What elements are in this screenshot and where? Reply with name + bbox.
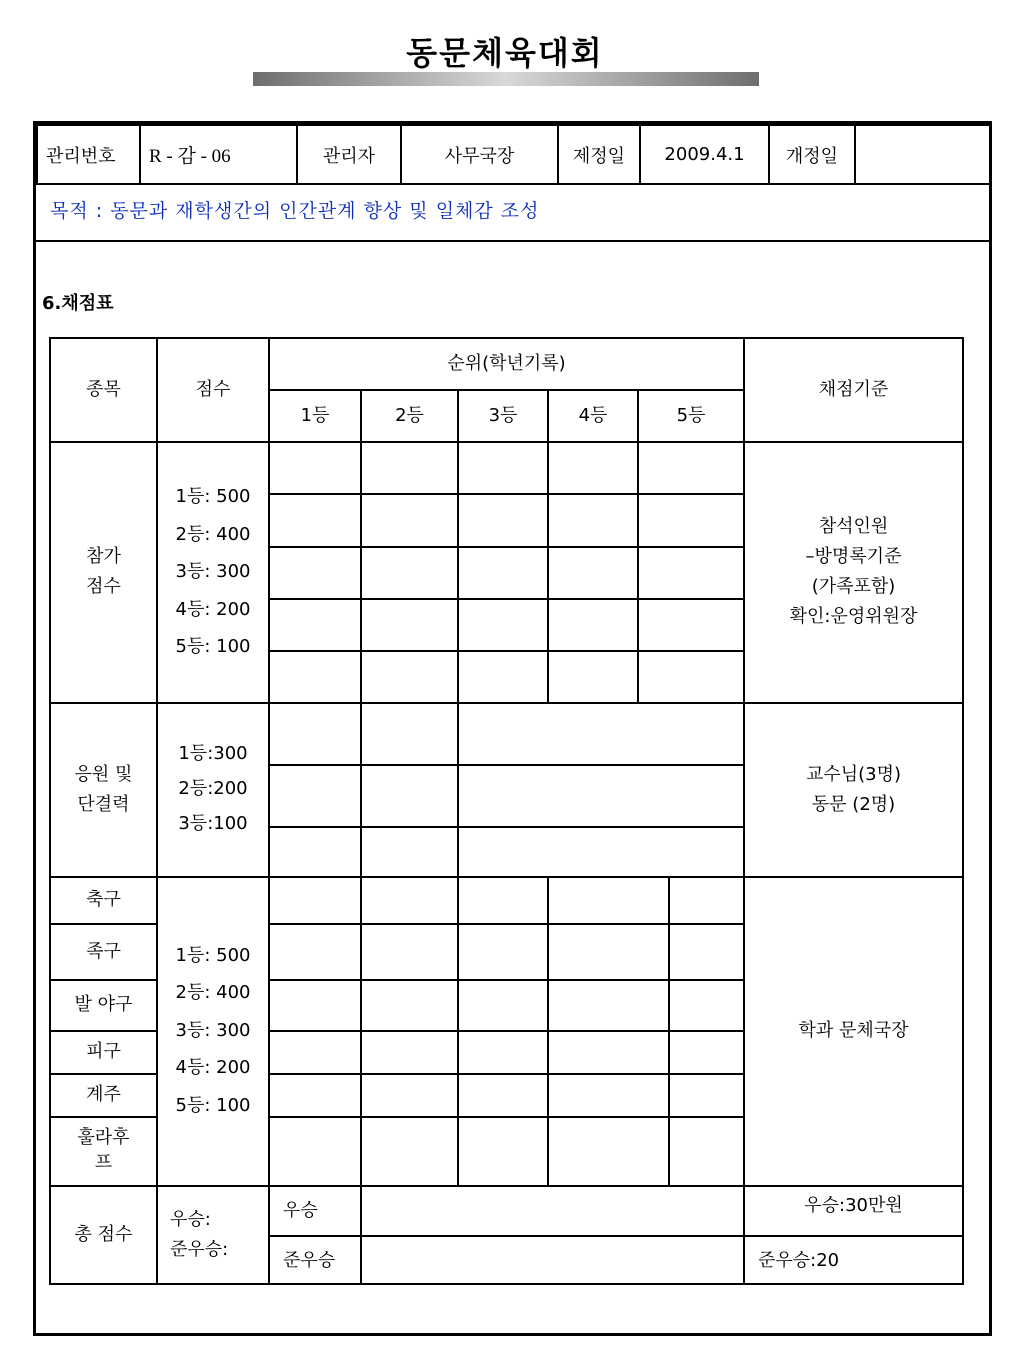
event-hula-hoop: 프 xyxy=(94,1152,113,1173)
section-title: 6.채점표 xyxy=(42,293,114,314)
rank-header: 1등 xyxy=(300,405,330,426)
event-participation: 참가 xyxy=(86,546,121,567)
event-relay: 계주 xyxy=(86,1084,121,1105)
event-kickball: 발 야구 xyxy=(74,994,133,1015)
score-line: 3등:100 xyxy=(178,813,248,834)
manager-value: 사무국장 xyxy=(401,125,558,184)
criteria-line: 확인:운영위원장 xyxy=(789,606,918,627)
score-line: 1등:300 xyxy=(178,743,248,764)
col-header-rank: 순위(학년기록) xyxy=(447,353,566,374)
criteria-line: (가족포함) xyxy=(811,576,896,597)
score-line: 4등: 200 xyxy=(175,1057,251,1078)
score-line: 4등: 200 xyxy=(175,599,251,620)
mgmt-no-value: R - 감 - 06 xyxy=(140,125,297,184)
total-score-label: 총 점수 xyxy=(74,1224,133,1245)
score-line: 1등: 500 xyxy=(175,945,251,966)
score-line: 3등: 300 xyxy=(175,1020,251,1041)
purpose-text: 목적 : 동문과 재학생간의 인간관계 향상 및 일체감 조성 xyxy=(50,200,540,222)
score-line: 1등: 500 xyxy=(175,486,251,507)
event-cheering: 단결력 xyxy=(77,794,130,815)
score-line: 5등: 100 xyxy=(175,636,251,657)
event-hula-hoop: 훌라후 xyxy=(77,1127,130,1148)
col-header-score: 점수 xyxy=(195,379,231,400)
criteria-line: 학과 문체국장 xyxy=(798,1020,909,1041)
event-foot-volleyball: 족구 xyxy=(86,941,121,962)
rank-header: 2등 xyxy=(395,405,424,426)
score-line: 3등: 300 xyxy=(175,561,251,582)
event-cheering: 응원 및 xyxy=(74,764,133,785)
criteria-line: –방명록기준 xyxy=(805,546,902,567)
prize-runner-up: 준우승:20 xyxy=(758,1250,840,1271)
established-value: 2009.4.1 xyxy=(640,125,769,184)
event-participation: 점수 xyxy=(86,576,121,597)
established-label: 제정일 xyxy=(558,125,640,184)
score-line: 2등:200 xyxy=(178,778,248,799)
rank-header: 3등 xyxy=(488,405,518,426)
runner-up-label: 준우승 xyxy=(283,1250,336,1271)
revised-label: 개정일 xyxy=(769,125,855,184)
score-line: 5등: 100 xyxy=(175,1095,251,1116)
criteria-line: 참석인원 xyxy=(818,516,889,537)
score-line: 2등: 400 xyxy=(175,524,251,545)
criteria-line: 교수님(3명) xyxy=(805,764,902,785)
manager-label: 관리자 xyxy=(297,125,401,184)
score-line: 우승: xyxy=(170,1209,211,1230)
score-line: 준우승: xyxy=(170,1239,229,1260)
mgmt-no-label: 관리번호 xyxy=(37,125,140,184)
rank-header: 4등 xyxy=(578,405,608,426)
prize-winner: 우승:30만원 xyxy=(804,1195,903,1216)
criteria-line: 동문 (2명) xyxy=(811,794,896,815)
col-header-criteria: 채점기준 xyxy=(818,379,889,400)
score-line: 2등: 400 xyxy=(175,982,251,1003)
col-header-event: 종목 xyxy=(86,379,121,400)
rank-header: 5등 xyxy=(676,405,706,426)
page-title: 동문체육대회 xyxy=(406,34,604,72)
winner-label: 우승 xyxy=(283,1200,318,1221)
event-soccer: 축구 xyxy=(86,889,121,910)
event-dodgeball: 피구 xyxy=(86,1041,121,1062)
